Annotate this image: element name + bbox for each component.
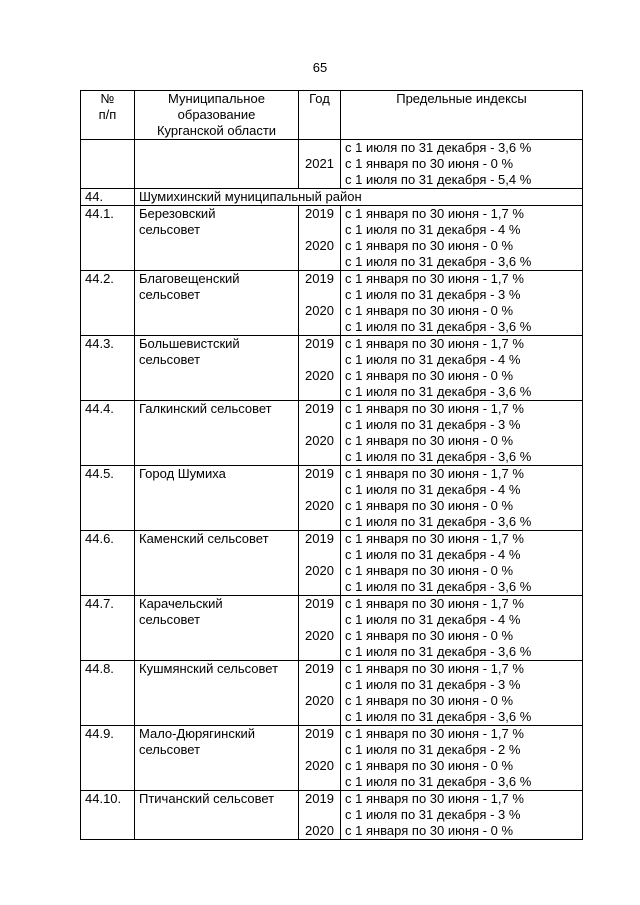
- municipality-name-line: сельсовет: [139, 612, 201, 627]
- district-row: [81, 189, 583, 206]
- row-years: [299, 596, 341, 661]
- index-value: с 1 января по 30 июня - 1,7 %: [345, 726, 524, 741]
- index-value: с 1 января по 30 июня - 1,7 %: [345, 466, 524, 481]
- year-value: 2019: [305, 401, 334, 416]
- municipality-name-line: Город Шумиха: [139, 466, 226, 481]
- row-num: 44.3.: [81, 336, 135, 401]
- index-value: с 1 января по 30 июня - 1,7 %: [345, 596, 524, 611]
- year-value: 2019: [305, 726, 334, 741]
- index-value: с 1 июля по 31 декабря - 3,6 %: [345, 709, 532, 724]
- table-row: [81, 596, 583, 661]
- continuation-num: [81, 140, 135, 189]
- municipality-name-line: Мало-Дюрягинский: [139, 726, 256, 741]
- col-header-municipality: Муниципальное образование Курганской области: [135, 91, 299, 140]
- year-value: [303, 417, 336, 433]
- row-indices: [341, 596, 583, 661]
- index-value: с 1 июля по 31 декабря - 3,6 %: [345, 514, 532, 529]
- table-row: [81, 466, 583, 531]
- index-value: с 1 июля по 31 декабря - 4 %: [345, 612, 521, 627]
- year-value: [303, 579, 336, 595]
- row-indices: [341, 271, 583, 336]
- col-header-indices: Предельные индексы: [341, 91, 583, 140]
- row-municipality: [135, 336, 299, 401]
- year-value: [303, 709, 336, 725]
- year-value: [303, 384, 336, 400]
- year-value: 2019: [305, 466, 334, 481]
- row-indices: [341, 206, 583, 271]
- year-value: [303, 742, 336, 758]
- table-row: [81, 401, 583, 466]
- table-row: [81, 531, 583, 596]
- district-name: Шумихинский муниципальный район: [135, 189, 583, 206]
- index-value: с 1 июля по 31 декабря - 3,6 %: [345, 319, 532, 334]
- index-value: с 1 января по 30 июня - 0 %: [345, 433, 514, 448]
- row-years: [299, 791, 341, 840]
- year-value: [303, 612, 336, 628]
- continuation-years: 2021: [299, 140, 341, 189]
- year-value: [303, 644, 336, 660]
- year-value: [303, 547, 336, 563]
- year-value: [303, 287, 336, 303]
- row-indices: [341, 661, 583, 726]
- row-num: 44.4.: [81, 401, 135, 466]
- municipality-name-line: Кушмянский сельсовет: [139, 661, 279, 676]
- year-value: [303, 807, 336, 823]
- row-municipality: [135, 531, 299, 596]
- row-indices: [341, 336, 583, 401]
- continuation-row: [81, 140, 583, 189]
- index-value: с 1 июля по 31 декабря - 4 %: [345, 482, 521, 497]
- municipality-name-line: сельсовет: [139, 287, 201, 302]
- row-num: 44.9.: [81, 726, 135, 791]
- table-row: [81, 206, 583, 271]
- municipality-name-line: Большевистский: [139, 336, 240, 351]
- year-value: 2020: [305, 693, 334, 708]
- index-value: с 1 января по 30 июня - 0 %: [345, 823, 514, 838]
- row-num: 44.7.: [81, 596, 135, 661]
- index-value: с 1 июля по 31 декабря - 3,6 %: [345, 449, 532, 464]
- row-years: [299, 661, 341, 726]
- index-value: с 1 января по 30 июня - 0 %: [345, 498, 514, 513]
- row-years: [299, 726, 341, 791]
- index-value: с 1 июля по 31 декабря - 3,6 %: [345, 384, 532, 399]
- year-value: 2019: [305, 791, 334, 806]
- row-num: 44.2.: [81, 271, 135, 336]
- municipality-name-line: Березовский: [139, 206, 216, 221]
- year-value: 2020: [305, 563, 334, 578]
- index-value: с 1 января по 30 июня - 0 %: [345, 368, 514, 383]
- row-municipality: [135, 791, 299, 840]
- index-value: с 1 июля по 31 декабря - 3 %: [345, 677, 521, 692]
- row-municipality: [135, 206, 299, 271]
- index-value: с 1 января по 30 июня - 1,7 %: [345, 791, 524, 806]
- row-municipality: [135, 726, 299, 791]
- index-value: с 1 января по 30 июня - 0 %: [345, 758, 514, 773]
- continuation-indices: с 1 июля по 31 декабря - 3,6 % с 1 января по 30 июня - 0 % с 1 июля по 31 декабря - 5,4 %: [341, 140, 583, 189]
- year-value: 2019: [305, 531, 334, 546]
- row-municipality: [135, 466, 299, 531]
- year-value: 2020: [305, 498, 334, 513]
- col-header-num: № п/п: [81, 91, 135, 140]
- row-indices: [341, 726, 583, 791]
- index-value: с 1 июля по 31 декабря - 3,6 %: [345, 774, 532, 789]
- year-value: 2019: [305, 336, 334, 351]
- year-value: 2020: [305, 628, 334, 643]
- table-row: [81, 661, 583, 726]
- municipality-name-line: сельсовет: [139, 222, 201, 237]
- year-value: [303, 352, 336, 368]
- municipality-name-line: Галкинский сельсовет: [139, 401, 272, 416]
- row-indices: [341, 791, 583, 840]
- year-value: 2019: [305, 271, 334, 286]
- row-indices: [341, 531, 583, 596]
- district-num: 44.: [81, 189, 135, 206]
- index-value: с 1 января по 30 июня - 0 %: [345, 303, 514, 318]
- index-value: с 1 января по 30 июня - 1,7 %: [345, 336, 524, 351]
- row-indices: [341, 401, 583, 466]
- row-years: [299, 271, 341, 336]
- table-row: [81, 726, 583, 791]
- index-value: с 1 июля по 31 декабря - 3,6 %: [345, 254, 532, 269]
- page-number: 65: [312, 60, 328, 75]
- row-municipality: [135, 401, 299, 466]
- year-value: [303, 514, 336, 530]
- index-value: с 1 июля по 31 декабря - 3 %: [345, 807, 521, 822]
- year-value: [303, 449, 336, 465]
- year-value: [303, 319, 336, 335]
- index-value: с 1 июля по 31 декабря - 3 %: [345, 287, 521, 302]
- table-row: [81, 271, 583, 336]
- row-num: 44.6.: [81, 531, 135, 596]
- col-header-year: Год: [299, 91, 341, 140]
- year-value: 2020: [305, 368, 334, 383]
- municipality-name-line: Карачельский: [139, 596, 223, 611]
- year-value: 2020: [305, 303, 334, 318]
- row-years: [299, 466, 341, 531]
- index-value: с 1 января по 30 июня - 1,7 %: [345, 401, 524, 416]
- row-municipality: [135, 271, 299, 336]
- year-value: [303, 482, 336, 498]
- row-num: 44.1.: [81, 206, 135, 271]
- year-value: [303, 774, 336, 790]
- municipality-name-line: Каменский сельсовет: [139, 531, 269, 546]
- index-value: с 1 января по 30 июня - 0 %: [345, 693, 514, 708]
- row-years: [299, 531, 341, 596]
- table-row: [81, 336, 583, 401]
- index-value: с 1 января по 30 июня - 1,7 %: [345, 661, 524, 676]
- index-value: с 1 июля по 31 декабря - 3 %: [345, 417, 521, 432]
- row-num: 44.8.: [81, 661, 135, 726]
- row-municipality: [135, 661, 299, 726]
- index-value: с 1 июля по 31 декабря - 4 %: [345, 352, 521, 367]
- index-value: с 1 июля по 31 декабря - 4 %: [345, 547, 521, 562]
- year-value: [303, 222, 336, 238]
- index-value: с 1 июля по 31 декабря - 3,6 %: [345, 644, 532, 659]
- row-indices: [341, 466, 583, 531]
- index-value: с 1 января по 30 июня - 1,7 %: [345, 271, 524, 286]
- year-value: 2020: [305, 823, 334, 838]
- tariff-index-table: [80, 90, 583, 840]
- index-value: с 1 июля по 31 декабря - 4 %: [345, 222, 521, 237]
- table-row: [81, 791, 583, 840]
- index-value: с 1 июля по 31 декабря - 3,6 %: [345, 579, 532, 594]
- table-header-row: [81, 91, 583, 140]
- index-value: с 1 июля по 31 декабря - 2 %: [345, 742, 521, 757]
- index-value: с 1 января по 30 июня - 0 %: [345, 238, 514, 253]
- municipality-name-line: Птичанский сельсовет: [139, 791, 275, 806]
- row-years: [299, 336, 341, 401]
- year-value: [303, 254, 336, 270]
- row-num: 44.5.: [81, 466, 135, 531]
- year-value: [303, 677, 336, 693]
- municipality-name-line: сельсовет: [139, 352, 201, 367]
- municipality-name-line: сельсовет: [139, 742, 201, 757]
- index-value: с 1 января по 30 июня - 0 %: [345, 563, 514, 578]
- index-value: с 1 января по 30 июня - 1,7 %: [345, 531, 524, 546]
- continuation-name: [135, 140, 299, 189]
- index-value: с 1 января по 30 июня - 1,7 %: [345, 206, 524, 221]
- row-municipality: [135, 596, 299, 661]
- year-value: 2020: [305, 433, 334, 448]
- row-years: [299, 401, 341, 466]
- year-value: 2019: [305, 661, 334, 676]
- year-value: 2020: [305, 238, 334, 253]
- year-value: 2020: [305, 758, 334, 773]
- municipality-name-line: Благовещенский: [139, 271, 240, 286]
- row-years: [299, 206, 341, 271]
- year-value: 2019: [305, 596, 334, 611]
- index-value: с 1 января по 30 июня - 0 %: [345, 628, 514, 643]
- row-num: 44.10.: [81, 791, 135, 840]
- year-value: 2019: [305, 206, 334, 221]
